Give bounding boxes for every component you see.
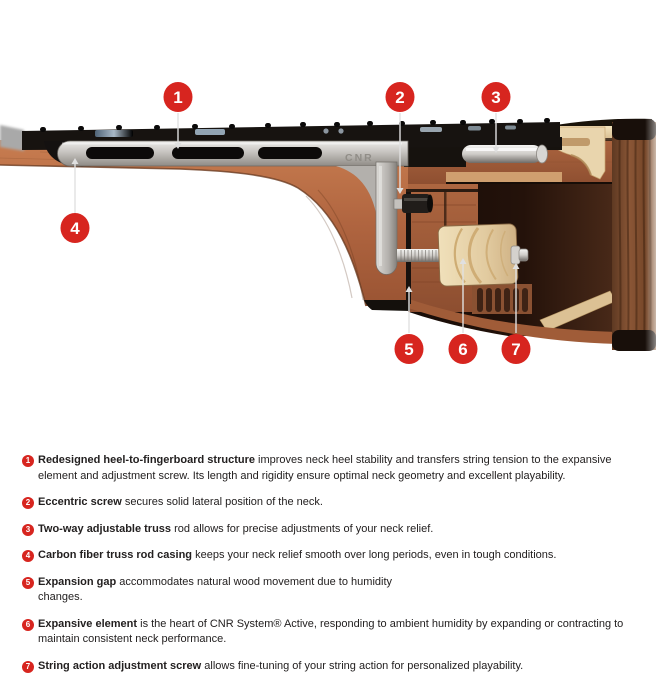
bullet-number: 4: [25, 551, 31, 561]
legend-description: allows fine-tuning of your string action for personalized playability.: [201, 659, 524, 672]
legend-term: Redesigned heel-to-fingerboard structure: [38, 454, 255, 466]
legend-bullet-6: [22, 619, 34, 631]
legend-term: Carbon fiber truss rod casing: [38, 549, 193, 561]
casing-engraving: CNR: [345, 152, 374, 164]
callout-number: 6: [458, 339, 468, 359]
legend-bullet-2: [22, 497, 34, 509]
legend-term: String action adjustment screw: [38, 659, 202, 672]
legend-description: keeps your neck relief smooth over long periods, even in tough conditions.: [192, 549, 557, 561]
legend-text-3: [38, 522, 653, 538]
legend-description: is the heart of CNR System® Active, responding to ambient humidity by expanding or contracting to maintain consistent neck performance.: [38, 617, 624, 645]
bullet-number: 3: [25, 524, 31, 534]
callout-badge-7: [502, 334, 531, 364]
callout-badge-1: [164, 82, 193, 112]
legend-term: Eccentric screw: [38, 496, 122, 508]
legend-item-2: [22, 495, 658, 511]
kerfed-lining: [472, 284, 532, 314]
screw-head: [511, 246, 528, 264]
legend-text-4: [38, 548, 653, 564]
legend-description: accommodates natural wood movement due to humidity changes.: [38, 575, 393, 603]
callout-badge-3: [482, 82, 511, 112]
callout-number: 1: [173, 87, 183, 107]
callout-badge-4: [61, 213, 90, 243]
bullet-number: 1: [25, 456, 31, 466]
legend-bullet-4: [22, 550, 34, 562]
body-side-rim: [612, 114, 672, 358]
legend-description: improves neck heel stability and transfers string tension to the expansive element and adjustment screw. Its length and rigidity ensure optimal neck geometry and excellent playability.: [38, 454, 612, 482]
legend-bullet-1: [22, 455, 34, 467]
legend-term: Expansion gap: [38, 575, 117, 588]
callout-badge-5: [395, 334, 424, 364]
legend-item-3: [22, 522, 658, 538]
legend-item-5: [22, 575, 658, 606]
callout-number: 7: [511, 339, 521, 359]
callout-badge-2: [386, 82, 415, 112]
callout-number: 4: [70, 218, 80, 238]
callout-number: 2: [395, 87, 405, 107]
legend-item-6: [22, 617, 658, 648]
legend-description: secures solid lateral position of the neck.: [121, 496, 323, 508]
legend-bullet-3: [22, 524, 34, 536]
expansive-element: [438, 224, 518, 287]
heel-cap: [364, 300, 410, 311]
nut-end-blur: [0, 125, 24, 151]
legend-item-1: [22, 453, 658, 484]
legend-text-1: [38, 453, 653, 484]
legend-term: Expansive element: [38, 617, 138, 630]
truss-rod: [462, 145, 548, 163]
legend-bullet-7: [22, 661, 34, 673]
callout-number: 5: [404, 339, 414, 359]
legend: [22, 453, 658, 685]
legend-item-4: [22, 548, 658, 564]
adjustment-screw-rod: [397, 249, 444, 262]
bullet-number: 7: [25, 661, 31, 671]
legend-bullet-5: [22, 577, 34, 589]
legend-description: rod allows for precise adjustments of your neck relief.: [171, 522, 434, 535]
legend-text-7: [38, 659, 653, 675]
legend-text-2: [38, 495, 653, 511]
bullet-number: 5: [25, 577, 31, 587]
callout-badge-6: [449, 334, 478, 364]
legend-term: Two-way adjustable truss: [38, 522, 172, 535]
legend-item-7: [22, 659, 658, 675]
legend-text-5: [38, 575, 418, 606]
bullet-number: 2: [25, 498, 31, 508]
callout-number: 3: [491, 87, 501, 107]
legend-text-6: [38, 617, 653, 648]
bullet-number: 6: [25, 619, 31, 629]
